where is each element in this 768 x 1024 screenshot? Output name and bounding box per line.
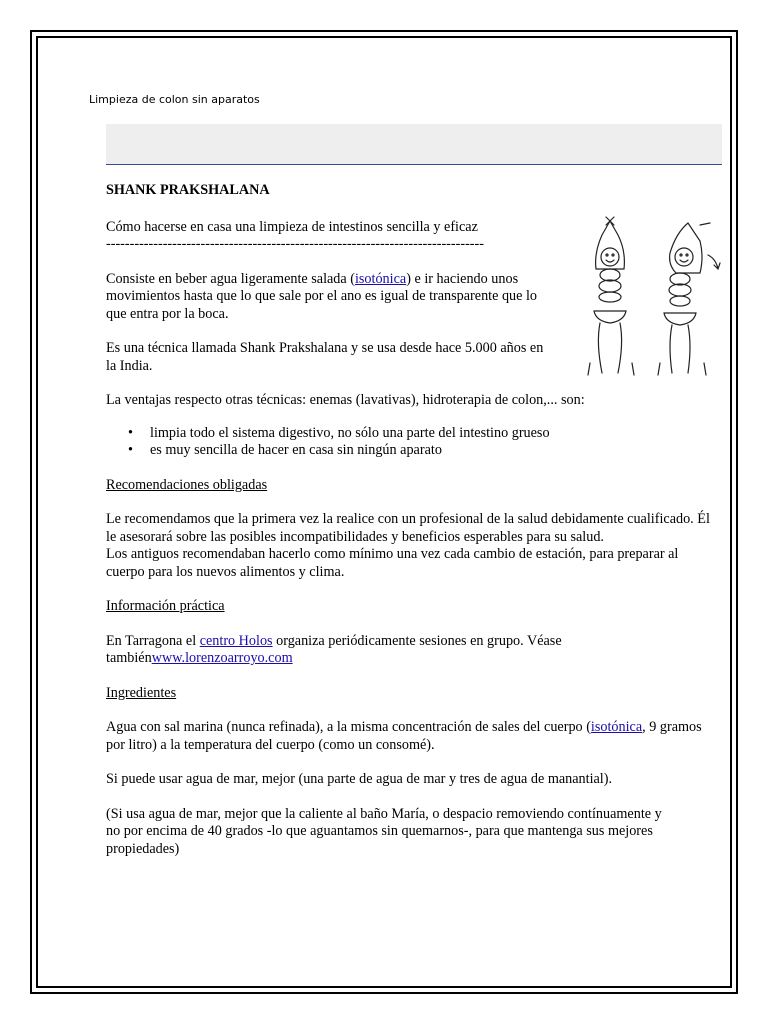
intro-text-before: Consiste en beber agua ligeramente salada ( bbox=[106, 270, 355, 287]
ingredients-text-after: , 9 gramos por litro) a la temperatura del cuerpo (como un consomé). bbox=[106, 719, 702, 753]
header-band bbox=[106, 124, 722, 165]
intro-paragraph bbox=[106, 271, 550, 324]
stick-figures-icon bbox=[580, 213, 730, 383]
stick-figure-left bbox=[588, 217, 634, 375]
centro-holos-link[interactable]: centro Holos bbox=[199, 632, 273, 649]
ingredients-text-before: Agua con sal marina (nunca refinada), a la misma concentración de sales del cuerpo ( bbox=[106, 719, 591, 735]
ingredients-heading: Ingredientes bbox=[106, 684, 177, 701]
document-header: Limpieza de colon sin aparatos bbox=[89, 93, 260, 106]
seawater-note: (Si usa agua de mar, mejor que la caliente al baño María, o despacio removiendo contínuamente y no por encima de 40 grados -lo que aguantamos sin quemarnos-, para que mantenga sus mejores propiedades) bbox=[106, 805, 662, 857]
ingredients-paragraph bbox=[106, 719, 718, 754]
list-item: • limpia todo el sistema digestivo, no sólo una parte del intestino grueso bbox=[106, 425, 718, 443]
isotonica-link[interactable]: isotónica bbox=[354, 270, 407, 287]
advantages-intro: La ventajas respecto otras técnicas: enemas (lavativas), hidroterapia de colon,... son: bbox=[106, 392, 585, 408]
technique-paragraph: Es una técnica llamada Shank Prakshalana y se usa desde hace 5.000 años en la India. bbox=[106, 340, 544, 374]
practical-heading: Información práctica bbox=[106, 598, 225, 614]
divider-line: -------------------------------------------------------------------------------- bbox=[106, 236, 484, 252]
recommendations-paragraph-2: Los antiguos recomendaban hacerlo como mínimo una vez cada cambio de estación, para preparar al cuerpo para los nuevos alimentos y clima. bbox=[106, 546, 679, 580]
article-subtitle: Cómo hacerse en casa una limpieza de intestinos sencilla y eficaz bbox=[106, 218, 478, 235]
practical-paragraph bbox=[106, 633, 718, 668]
advantages-list bbox=[106, 425, 718, 460]
practical-text-before: En Tarragona el bbox=[106, 632, 200, 649]
recommendations-heading: Recomendaciones obligadas bbox=[106, 476, 268, 493]
practical-text-middle: organiza periódicamente sesiones en grupo. Véase también bbox=[106, 632, 562, 666]
seawater-paragraph: Si puede usar agua de mar, mejor (una parte de agua de mar y tres de agua de manantial). bbox=[106, 771, 613, 787]
stick-figure-right bbox=[658, 223, 720, 375]
intro-text-after: ) e ir haciendo unos movimientos hasta que lo que sale por el ano es igual de transparente que lo que entra por la boca. bbox=[106, 270, 538, 322]
recommendations-paragraph-1: Le recomendamos que la primera vez la realice con un profesional de la salud debidamente cualificado. Él le asesorará sobre las posibles incompatibilidades y beneficios esperables para su salud. bbox=[106, 511, 710, 545]
isotonica-link-2[interactable]: isotónica bbox=[590, 719, 643, 735]
article-title: SHANK PRAKSHALANA bbox=[106, 182, 270, 198]
lorenzoarroyo-link[interactable]: www.lorenzoarroyo.com bbox=[151, 650, 293, 666]
list-item: • es muy sencilla de hacer en casa sin ningún aparato bbox=[106, 442, 718, 460]
